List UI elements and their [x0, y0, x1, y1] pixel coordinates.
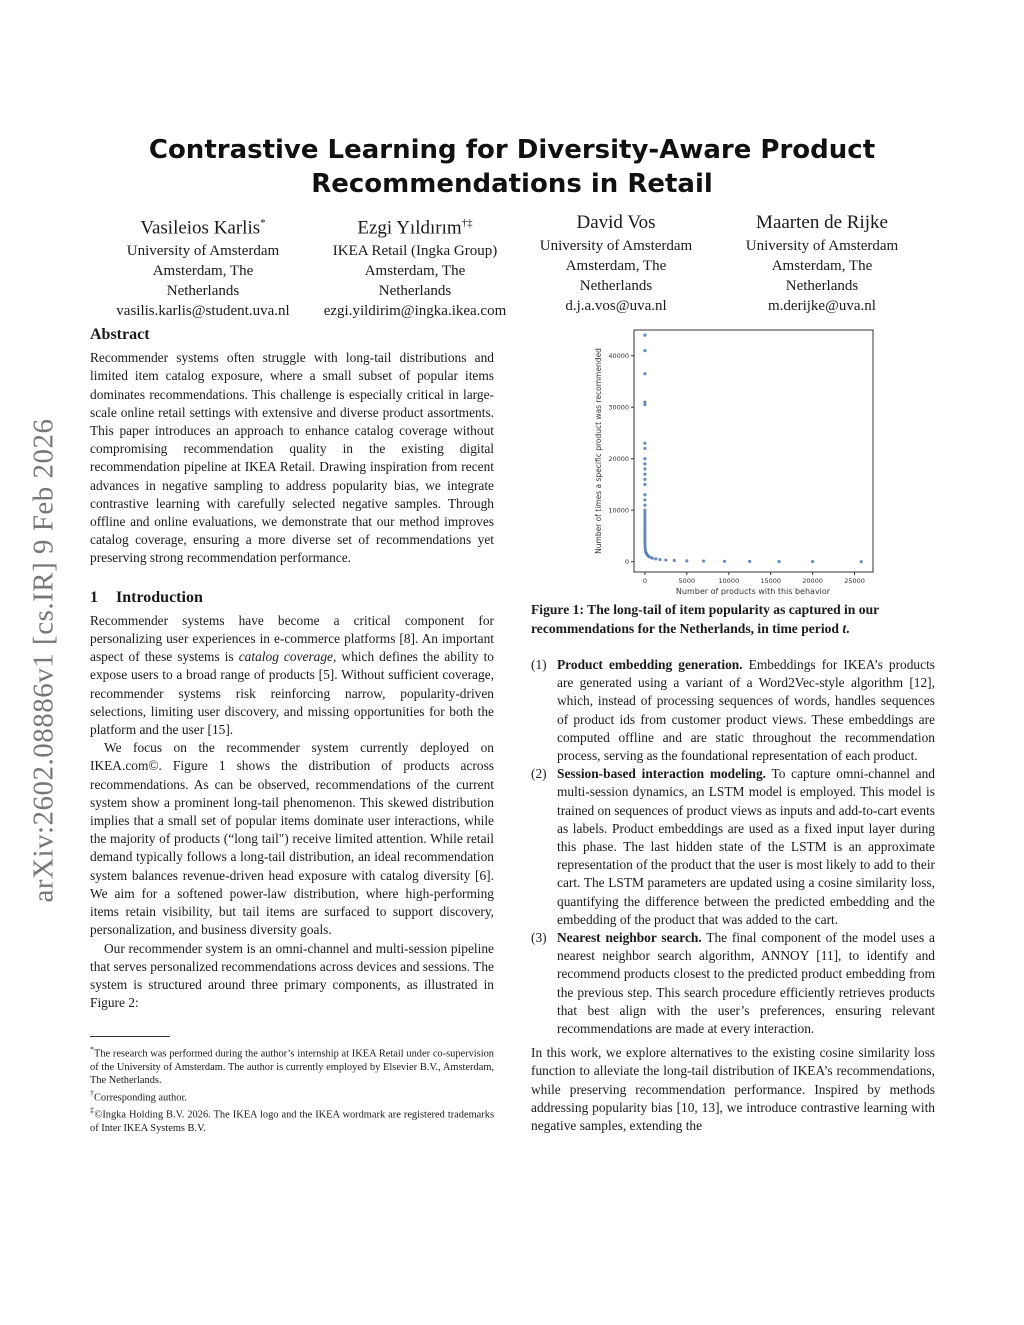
y-tick-label: 20000 [608, 455, 629, 464]
left-column [90, 326, 494, 1135]
author-city: Amsterdam, The [565, 258, 667, 274]
paper-title: Contrastive Learning for Diversity-Aware Product Recommendations in Retail [148, 135, 876, 199]
footnote-text: ©Ingka Holding B.V. 2026. The IKEA logo and the IKEA wordmark are registered trademarks of Inter IKEA Systems B.V. [90, 1109, 494, 1134]
scatter-point [643, 334, 646, 337]
text-run: , which defines the ability to expose users to a broad range of products [5]. Without sufficient coverage, recommender systems risk reinforcing narrow, popularity-driven selections, limiting user discovery, and missing opportunities for both the platform and the user [15]. [90, 649, 494, 738]
pipeline-component-list [531, 656, 935, 1038]
scatter-point [860, 560, 863, 563]
author-mark: †‡ [461, 217, 473, 229]
author-email: m.derijke@uva.nl [768, 298, 876, 314]
right-column [531, 326, 935, 1135]
intro-paragraph: Our recommender system is an omni-channel and multi-session pipeline that serves personalized recommendations across devices and sessions. The system is structured around three primary components, as illustrated in Figure 2: [90, 940, 494, 1011]
scatter-point [643, 372, 646, 375]
author-country: Netherlands [166, 283, 240, 300]
author-name: Ezgi Yıldırım [357, 217, 462, 239]
author-affiliation: IKEA Retail (Ingka Group) [332, 243, 498, 260]
author-name: Maarten de Rijke [756, 212, 888, 233]
list-item [531, 929, 935, 1038]
author-name: Vasileios Karlis [140, 217, 261, 239]
abstract-heading: Abstract [90, 326, 150, 343]
author-email: d.j.a.vos@uva.nl [565, 298, 667, 314]
author-country: Netherlands [785, 278, 859, 294]
footnote-text: The research was performed during the author’s internship at IKEA Retail under co-supervision of the University of Amsterdam. The author is currently employed by Elsevier B.V., Amsterdam, The Netherlands. [90, 1048, 494, 1086]
scatter-point [643, 403, 646, 406]
text-run: Recommender systems have become a critical component for personalizing user experiences in e-commerce platforms [8]. An important aspect of these systems is [90, 612, 494, 665]
text-run: Figure 1: The long-tail of item popularity as captured in our recommendations for the Netherlands, in time period [531, 602, 879, 636]
list-item [531, 656, 935, 765]
list-item [531, 765, 935, 929]
scatter-point [651, 556, 654, 559]
scatter-point [748, 560, 751, 563]
section-number: 1 [90, 588, 98, 606]
scatter-point [654, 557, 657, 560]
x-tick-label: 15000 [760, 577, 782, 585]
x-tick-label: 0 [642, 577, 647, 585]
scatter-point [643, 503, 646, 506]
text-run: . [846, 621, 850, 636]
scatter-point [658, 558, 661, 561]
author-affiliation: University of Amsterdam [539, 238, 693, 254]
scatter-point [643, 498, 646, 501]
figure-1 [531, 326, 935, 598]
list-number: (2) [531, 766, 547, 782]
scatter-point [777, 560, 780, 563]
section-title: Introduction [116, 588, 203, 606]
arxiv-id: arXiv:2602.08886v1 [cs.IR] 9 Feb 2026 [27, 417, 60, 903]
x-axis-ticks [643, 572, 865, 585]
list-number: (3) [531, 930, 547, 946]
list-item-title: Session-based interaction modeling. [557, 766, 766, 782]
author-mark: * [260, 217, 266, 229]
scatter-point [643, 473, 646, 476]
x-tick-label: 25000 [844, 577, 865, 585]
figure-caption [531, 600, 935, 638]
x-tick-label: 5000 [678, 577, 696, 585]
plot-frame [634, 330, 873, 572]
author-email: ezgi.yildirim@ingka.ikea.com [323, 303, 507, 320]
author-country: Netherlands [579, 278, 653, 294]
author-email: vasilis.karlis@student.uva.nl [116, 303, 290, 320]
author-block [98, 210, 308, 321]
footnote-mark: * [90, 1045, 94, 1055]
list-item-title: Product embedding generation. [557, 657, 743, 672]
intro-heading [90, 589, 494, 607]
scatter-point [643, 493, 646, 496]
y-tick-label: 10000 [608, 506, 629, 515]
author-city: Amsterdam, The [364, 263, 466, 280]
list-item-title: Nearest neighbor search. [557, 930, 702, 946]
x-tick-label: 20000 [802, 577, 823, 585]
list-item-text: Embeddings for IKEA’s products are generated using a variant of a Word2Vec-style algorithm [12], which, instead of processing sequences of words, handles sequences of product ids from customer product views. These embeddings are computed offline and are static throughout the recommendation process, serving as the foundational representation of each product. [557, 657, 935, 764]
y-axis-label: Number of times a specific product was recommended [594, 348, 603, 554]
footnote-text: Corresponding author. [94, 1092, 187, 1104]
author-affiliation: University of Amsterdam [126, 243, 280, 260]
author-affiliation: University of Amsterdam [745, 238, 899, 254]
author-country: Netherlands [378, 283, 452, 300]
long-tail-scatter-chart [531, 326, 935, 598]
scatter-point [643, 478, 646, 481]
footnote-mark: † [90, 1088, 94, 1098]
scatter-point [643, 349, 646, 352]
footnote [90, 1087, 494, 1104]
y-tick-label: 30000 [608, 403, 629, 412]
scatter-point [723, 560, 726, 563]
author-name: David Vos [576, 212, 656, 233]
scatter-point [673, 559, 676, 562]
scatter-point [643, 442, 646, 445]
author-block [310, 210, 520, 321]
emphasis: t [842, 621, 847, 636]
author-city: Amsterdam, The [152, 263, 254, 280]
body-paragraph: In this work, we explore alternatives to the existing cosine similarity loss function to alleviate the long-tail distribution of IKEA’s recommendations, while preserving recommendation performance. Inspired by methods addressing popularity bias [10, 13], we introduce contrastive learning with negative samples, extending the [531, 1045, 935, 1134]
footnote [90, 1043, 494, 1086]
footnote [90, 1104, 494, 1134]
scatter-point [643, 467, 646, 470]
list-item-text: The final component of the model uses a nearest neighbor search algorithm, ANNOY [11], to identify and recommend products closest to the predicted product embedding from the previous step. This search procedure efficiently retrieves products that best align with the user’s preferences, ensuring relevant recommendations are made at every interaction. [557, 930, 935, 1037]
scatter-point [643, 462, 646, 465]
list-number: (1) [531, 657, 547, 672]
arxiv-sidebar-stamp [22, 370, 66, 950]
x-axis-label: Number of products with this behavior [675, 587, 831, 596]
emphasis: catalog coverage [238, 649, 334, 665]
scatter-point [643, 483, 646, 486]
scatter-point [702, 560, 705, 563]
abstract-text: Recommender systems often struggle with long-tail distributions and limited item catalog exposure, where a small subset of popular items dominates recommendations. This challenge is especially critical in large-scale online retail settings with extensive and diverse product assortments. This paper introduces an approach to enhance catalog coverage without compromising recommendation quality in the existing digital recommendation pipeline at IKEA Retail. Drawing inspiration from recent advances in negative sampling to address popularity bias, we integrate contrastive learning with carefully selected negative samples. Through offline and online evaluations, we demonstrate that our method improves catalog coverage, ensuring a more diverse set of recommendations yet preserving strong recommendation performance. [90, 350, 494, 566]
author-city: Amsterdam, The [771, 258, 873, 274]
scatter-point [685, 559, 688, 562]
author-block [511, 210, 721, 316]
scatter-point [643, 457, 646, 460]
intro-paragraph [90, 612, 494, 739]
intro-paragraph: We focus on the recommender system currently deployed on IKEA.com©. Figure 1 shows the distribution of products across recommendations. As can be observed, recommendations of the current system show a prominent long-tail phenomenon. This skewed distribution implies that a small set of popular items dominate user interactions, while the majority of products (“long tail") receive limited attention. While retail demand typically follows a long-tail distribution, an ideal recommendation system balances revenue-driven head exposure with catalog diversity [6]. We aim for a softened power-law distribution, where high-performing items retain visibility, but tail items are surfaced to support discovery, personalization, and business diversity goals. [90, 740, 494, 938]
scatter-point [643, 447, 646, 450]
y-tick-label: 40000 [608, 352, 629, 361]
scatter-points [643, 334, 863, 564]
scatter-point [811, 560, 814, 563]
scatter-point [664, 558, 667, 561]
author-block [717, 210, 927, 316]
y-tick-label: 0 [624, 558, 629, 567]
y-axis-ticks [608, 352, 634, 566]
list-item-text: To capture omni-channel and multi-session dynamics, an LSTM model is employed. This model is trained on sequences of product views as inputs and add-to-cart events as labels. Product embeddings are used as a fixed input layer during this phase. The last hidden state of the LSTM is an approximate representation of the product that the user is most likely to add to their cart. The LSTM parameters are updated using a cosine similarity loss, quantifying the difference between the predicted embedding and the embedding of the product that was added to the cart. [557, 766, 935, 927]
footnote-divider [90, 1036, 170, 1037]
x-tick-label: 10000 [718, 577, 740, 585]
footnote-mark: ‡ [90, 1106, 95, 1116]
